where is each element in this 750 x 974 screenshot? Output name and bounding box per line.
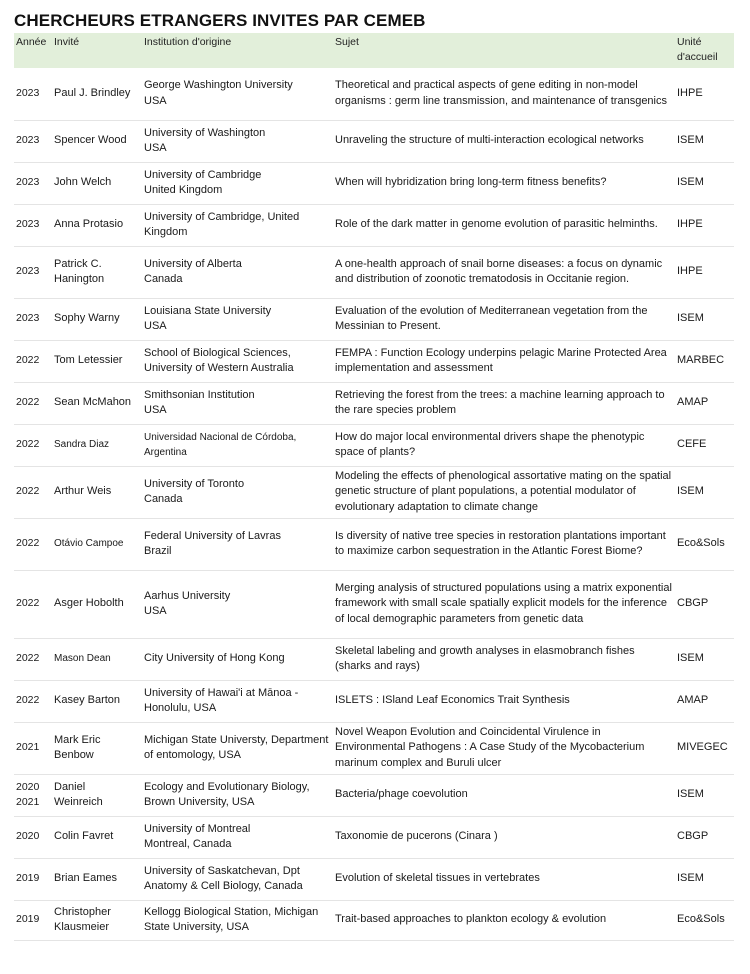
cell-institution: Louisiana State University USA bbox=[142, 298, 333, 340]
cell-unit: CBGP bbox=[675, 570, 734, 638]
table-row bbox=[14, 424, 734, 466]
cell-guest: Christopher Klausmeier bbox=[52, 900, 142, 940]
cell-guest: Mason Dean bbox=[52, 638, 142, 680]
cell-unit: IHPE bbox=[675, 246, 734, 298]
cell-year: 2021 bbox=[14, 722, 52, 774]
cell-year: 2019 bbox=[14, 900, 52, 940]
cell-unit: CBGP bbox=[675, 816, 734, 858]
cell-unit: ISEM bbox=[675, 162, 734, 204]
cell-institution: University of Alberta Canada bbox=[142, 246, 333, 298]
cell-year: 2022 bbox=[14, 638, 52, 680]
cell-guest: Daniel Weinreich bbox=[52, 774, 142, 816]
cell-unit: Eco&Sols bbox=[675, 900, 734, 940]
cell-year: 2022 bbox=[14, 570, 52, 638]
cell-institution: Kellogg Biological Station, Michigan State University, USA bbox=[142, 900, 333, 940]
column-header-subject: Sujet bbox=[333, 33, 675, 68]
cell-institution: University of Washington USA bbox=[142, 120, 333, 162]
cell-institution: George Washington University USA bbox=[142, 68, 333, 120]
cell-subject: ISLETS : ISland Leaf Economics Trait Synthesis bbox=[333, 680, 675, 722]
cell-institution: School of Biological Sciences, University of Western Australia bbox=[142, 340, 333, 382]
table-row bbox=[14, 298, 734, 340]
cell-unit: ISEM bbox=[675, 774, 734, 816]
cell-guest: Spencer Wood bbox=[52, 120, 142, 162]
cell-institution: University of Hawai'i at Mānoa - Honolulu, USA bbox=[142, 680, 333, 722]
cell-unit: ISEM bbox=[675, 120, 734, 162]
cell-guest: Colin Favret bbox=[52, 816, 142, 858]
cell-institution: University of Saskatchevan, Dpt Anatomy & Cell Biology, Canada bbox=[142, 858, 333, 900]
cell-institution: University of Cambridge United Kingdom bbox=[142, 162, 333, 204]
table-header-row bbox=[14, 33, 734, 68]
table-row bbox=[14, 638, 734, 680]
table-row bbox=[14, 680, 734, 722]
table-row bbox=[14, 858, 734, 900]
cell-year: 2023 bbox=[14, 68, 52, 120]
cell-subject: How do major local environmental drivers shape the phenotypic space of plants? bbox=[333, 424, 675, 466]
cell-year: 2019 bbox=[14, 858, 52, 900]
table-row bbox=[14, 816, 734, 858]
table-row bbox=[14, 246, 734, 298]
cell-subject: Novel Weapon Evolution and Coincidental Virulence in Environmental Pathogens : A Case Study of the Mycobacterium marinum complex and Buruli ulcer bbox=[333, 722, 675, 774]
cell-subject: Skeletal labeling and growth analyses in elasmobranch fishes (sharks and rays) bbox=[333, 638, 675, 680]
cell-institution: Ecology and Evolutionary Biology, Brown University, USA bbox=[142, 774, 333, 816]
cell-subject: Merging analysis of structured populations using a matrix exponential framework with small scale spatially explicit models for the inference of local demographic parameters from genetic data bbox=[333, 570, 675, 638]
column-header-year: Année bbox=[14, 33, 52, 68]
cell-subject: Theoretical and practical aspects of gene editing in non-model organisms : germ line transmission, and maintenance of transgenics bbox=[333, 68, 675, 120]
cell-year: 2023 bbox=[14, 120, 52, 162]
column-header-guest: Invité bbox=[52, 33, 142, 68]
cell-institution: Universidad Nacional de Córdoba, Argentina bbox=[142, 424, 333, 466]
cell-institution: Michigan State Universty, Department of entomology, USA bbox=[142, 722, 333, 774]
cell-subject: When will hybridization bring long-term fitness benefits? bbox=[333, 162, 675, 204]
cell-year: 2023 bbox=[14, 162, 52, 204]
cell-institution: Federal University of Lavras Brazil bbox=[142, 518, 333, 570]
cell-guest: Arthur Weis bbox=[52, 466, 142, 518]
table-row bbox=[14, 774, 734, 816]
table-row bbox=[14, 68, 734, 120]
cell-guest: Kasey Barton bbox=[52, 680, 142, 722]
cell-unit: IHPE bbox=[675, 204, 734, 246]
cell-guest: Tom Letessier bbox=[52, 340, 142, 382]
cell-unit: AMAP bbox=[675, 382, 734, 424]
cell-unit: MARBEC bbox=[675, 340, 734, 382]
table-row bbox=[14, 162, 734, 204]
cell-unit: ISEM bbox=[675, 858, 734, 900]
cell-guest: Sandra Diaz bbox=[52, 424, 142, 466]
cell-year: 2020 2021 bbox=[14, 774, 52, 816]
cell-year: 2022 bbox=[14, 424, 52, 466]
cell-institution: University of Montreal Montreal, Canada bbox=[142, 816, 333, 858]
table-body bbox=[14, 68, 734, 940]
table-row bbox=[14, 722, 734, 774]
cell-subject: Evaluation of the evolution of Mediterranean vegetation from the Messinian to Present. bbox=[333, 298, 675, 340]
column-header-institution: Institution d'origine bbox=[142, 33, 333, 68]
table-row bbox=[14, 340, 734, 382]
cell-unit: Eco&Sols bbox=[675, 518, 734, 570]
cell-subject: Modeling the effects of phenological assortative mating on the spatial genetic structure of plant populations, a potential modulator of evolutionary adaptation to climate change bbox=[333, 466, 675, 518]
cell-year: 2022 bbox=[14, 680, 52, 722]
cell-year: 2022 bbox=[14, 518, 52, 570]
table-row bbox=[14, 204, 734, 246]
cell-unit: AMAP bbox=[675, 680, 734, 722]
cell-institution: University of Toronto Canada bbox=[142, 466, 333, 518]
cell-unit: MIVEGEC bbox=[675, 722, 734, 774]
cell-subject: Unraveling the structure of multi-interaction ecological networks bbox=[333, 120, 675, 162]
cell-subject: Evolution of skeletal tissues in vertebrates bbox=[333, 858, 675, 900]
cell-guest: Patrick C. Hanington bbox=[52, 246, 142, 298]
cell-subject: A one-health approach of snail borne diseases: a focus on dynamic and distribution of zoonotic trematodosis in Occitanie region. bbox=[333, 246, 675, 298]
table-row bbox=[14, 518, 734, 570]
cell-unit: CEFE bbox=[675, 424, 734, 466]
cell-unit: IHPE bbox=[675, 68, 734, 120]
cell-subject: Taxonomie de pucerons (Cinara ) bbox=[333, 816, 675, 858]
cell-guest: Sophy Warny bbox=[52, 298, 142, 340]
table-row bbox=[14, 466, 734, 518]
table-row bbox=[14, 120, 734, 162]
cell-subject: Bacteria/phage coevolution bbox=[333, 774, 675, 816]
cell-subject: Retrieving the forest from the trees: a machine learning approach to the rare species problem bbox=[333, 382, 675, 424]
cell-unit: ISEM bbox=[675, 638, 734, 680]
cell-institution: Aarhus University USA bbox=[142, 570, 333, 638]
cell-guest: Mark Eric Benbow bbox=[52, 722, 142, 774]
cell-guest: Otávio Campoe bbox=[52, 518, 142, 570]
column-header-unit: Unité d'accueil bbox=[675, 33, 734, 68]
cell-subject: Is diversity of native tree species in restoration plantations important to maximize carbon sequestration in the Atlantic Forest Biome? bbox=[333, 518, 675, 570]
cell-guest: Asger Hobolth bbox=[52, 570, 142, 638]
cell-year: 2022 bbox=[14, 382, 52, 424]
table-row bbox=[14, 382, 734, 424]
table-row bbox=[14, 900, 734, 940]
cell-year: 2022 bbox=[14, 466, 52, 518]
cell-year: 2023 bbox=[14, 298, 52, 340]
cell-subject: FEMPA : Function Ecology underpins pelagic Marine Protected Area implementation and assessment bbox=[333, 340, 675, 382]
page-title: CHERCHEURS ETRANGERS INVITES PAR CEMEB bbox=[14, 11, 426, 30]
table-row bbox=[14, 570, 734, 638]
cell-year: 2022 bbox=[14, 340, 52, 382]
cell-guest: Brian Eames bbox=[52, 858, 142, 900]
cell-year: 2023 bbox=[14, 246, 52, 298]
cell-unit: ISEM bbox=[675, 298, 734, 340]
cell-guest: Sean McMahon bbox=[52, 382, 142, 424]
cell-institution: Smithsonian Institution USA bbox=[142, 382, 333, 424]
cell-institution: City University of Hong Kong bbox=[142, 638, 333, 680]
guest-researchers-table bbox=[14, 33, 734, 941]
cell-guest: Anna Protasio bbox=[52, 204, 142, 246]
cell-subject: Trait-based approaches to plankton ecology & evolution bbox=[333, 900, 675, 940]
cell-guest: John Welch bbox=[52, 162, 142, 204]
cell-unit: ISEM bbox=[675, 466, 734, 518]
cell-guest: Paul J. Brindley bbox=[52, 68, 142, 120]
cell-year: 2023 bbox=[14, 204, 52, 246]
cell-year: 2020 bbox=[14, 816, 52, 858]
cell-institution: University of Cambridge, United Kingdom bbox=[142, 204, 333, 246]
cell-subject: Role of the dark matter in genome evolution of parasitic helminths. bbox=[333, 204, 675, 246]
